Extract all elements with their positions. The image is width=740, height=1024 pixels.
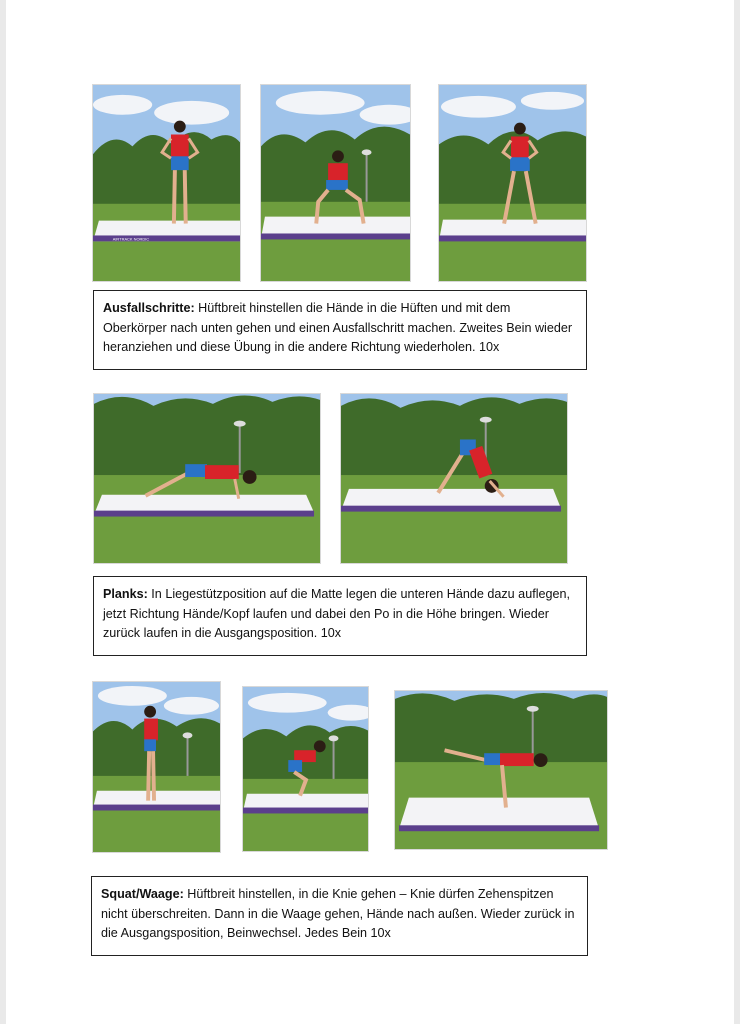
exercise-photo-ausfallschritte-3 — [438, 84, 587, 282]
photo-illustration — [439, 85, 586, 281]
exercise-description-box — [93, 576, 587, 656]
exercise-title: Planks: — [103, 587, 148, 601]
exercise-description-box — [93, 290, 587, 370]
exercise-text: Hüftbreit hinstellen, in die Knie gehen – Knie dürfen Zehenspitzen nicht überschreiten. Dann in die Waage gehen, Hände nach außen. Wieder zurück in die Ausgangsposition, Beinwechsel. Jedes Bein 10x — [101, 887, 575, 940]
exercise-photo-planks-2 — [340, 393, 568, 564]
exercise-photo-squat-waage-1 — [92, 681, 221, 853]
exercise-title: Ausfallschritte: — [103, 301, 195, 315]
photo-illustration — [94, 394, 320, 563]
exercise-text: Hüftbreit hinstellen die Hände in die Hüften und mit dem Oberkörper nach unten gehen und einen Ausfallschritt machen. Zweites Bein wieder heranziehen und diese Übung in die andere Richtung wiederholen. 10x — [103, 301, 573, 354]
exercise-description-box — [91, 876, 588, 956]
photo-illustration — [93, 682, 220, 852]
exercise-photo-squat-waage-2 — [242, 686, 369, 852]
exercise-photo-squat-waage-3 — [394, 690, 608, 850]
exercise-photo-ausfallschritte-1 — [92, 84, 241, 282]
photo-illustration — [93, 85, 240, 281]
exercise-photo-planks-1 — [93, 393, 321, 564]
exercise-text: In Liegestützposition auf die Matte legen die unteren Hände dazu auflegen, jetzt Richtung Hände/Kopf laufen und dabei den Po in die Höhe bringen. Wieder zurück laufen in die Ausgangsposition. 10x — [103, 587, 571, 640]
photo-illustration — [395, 691, 607, 849]
exercise-photo-ausfallschritte-2 — [260, 84, 411, 282]
mat-label: AIRTRACK NORDIC — [112, 236, 150, 242]
photo-illustration — [341, 394, 567, 563]
document-page — [6, 0, 734, 1024]
photo-illustration — [261, 85, 410, 281]
photo-illustration — [243, 687, 368, 851]
exercise-title: Squat/Waage: — [101, 887, 184, 901]
